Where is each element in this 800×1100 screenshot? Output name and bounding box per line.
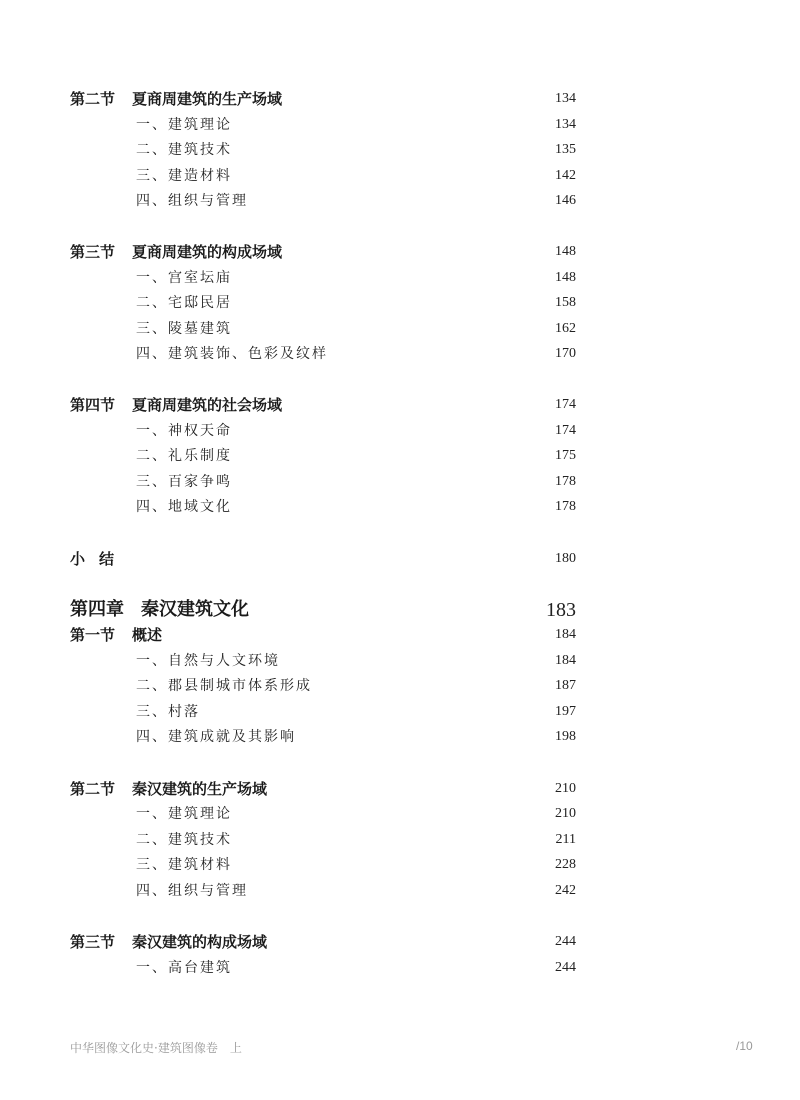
toc-page-number: 174 (555, 423, 576, 438)
toc-item (0, 138, 800, 162)
toc-page-number: 142 (555, 168, 576, 183)
toc-title: 一、高台建筑 (136, 960, 232, 976)
toc-label: 第三节 (70, 243, 116, 261)
toc-page-number: 175 (555, 448, 576, 463)
toc-title: 一、自然与人文环境 (136, 653, 280, 669)
toc-page-number: 184 (555, 627, 576, 642)
toc-title: 四、组织与管理 (136, 883, 248, 899)
toc-title: 一、建筑理论 (136, 117, 232, 133)
toc-section (0, 623, 800, 647)
toc-title: 一、宫室坛庙 (136, 270, 232, 286)
toc-item (0, 317, 800, 341)
toc-item (0, 853, 800, 877)
toc-page-number: 180 (555, 551, 576, 566)
toc-title: 二、建筑技术 (136, 142, 232, 158)
toc-item (0, 164, 800, 188)
toc-label: 第四节 (70, 396, 116, 414)
toc-title: 四、建筑成就及其影响 (136, 729, 296, 745)
toc-page-number: 178 (555, 499, 576, 514)
toc-label: 第二节 (70, 780, 116, 798)
toc-title: 三、百家争鸣 (136, 474, 232, 490)
toc-item (0, 291, 800, 315)
toc-page-number: 244 (555, 934, 576, 949)
toc-title: 四、建筑装饰、色彩及纹样 (136, 346, 328, 362)
toc-item (0, 700, 800, 724)
toc-item (0, 444, 800, 468)
toc-section (0, 930, 800, 954)
toc-title: 三、建造材料 (136, 168, 232, 184)
toc-section (0, 777, 800, 801)
toc-title: 秦汉建筑文化 (141, 599, 249, 620)
toc-page-number: 170 (555, 346, 576, 361)
toc-item (0, 879, 800, 903)
toc-title: 二、郡县制城市体系形成 (136, 678, 312, 694)
toc-item (0, 828, 800, 852)
toc-page-number: 210 (555, 806, 576, 821)
toc-section (0, 87, 800, 111)
toc-summary (0, 547, 800, 571)
toc-label: 第四章 (70, 599, 124, 620)
toc-page-number: 211 (555, 832, 576, 847)
toc-page-number: 197 (555, 704, 576, 719)
toc-title: 一、神权天命 (136, 423, 232, 439)
toc-item (0, 649, 800, 673)
toc-section (0, 393, 800, 417)
toc-page-number: 184 (555, 653, 576, 668)
toc-title: 秦汉建筑的生产场域 (132, 780, 268, 798)
toc-title: 一、建筑理论 (136, 806, 232, 822)
toc-page-number: 134 (555, 117, 576, 132)
toc-label: 第一节 (70, 626, 116, 644)
toc-title: 四、组织与管理 (136, 193, 248, 209)
toc-title: 二、建筑技术 (136, 832, 232, 848)
toc-title: 概述 (132, 626, 163, 644)
toc-page-number: 242 (555, 883, 576, 898)
toc-title: 夏商周建筑的社会场域 (132, 396, 283, 414)
toc-title: 夏商周建筑的生产场域 (132, 90, 283, 108)
toc-page-number: 134 (555, 91, 576, 106)
toc-title: 四、地域文化 (136, 499, 232, 515)
toc-page-number: 244 (555, 960, 576, 975)
toc-title: 二、宅邸民居 (136, 295, 232, 311)
toc-title: 夏商周建筑的构成场域 (132, 243, 283, 261)
toc-page-number: 210 (555, 781, 576, 796)
toc-page-number: 158 (555, 295, 576, 310)
toc-label: 小结 (70, 550, 129, 568)
toc-page-number: 148 (555, 270, 576, 285)
toc-item (0, 802, 800, 826)
toc-page-number: 148 (555, 244, 576, 259)
toc-title: 三、建筑材料 (136, 857, 232, 873)
toc-item (0, 495, 800, 519)
toc-label: 第三节 (70, 933, 116, 951)
toc-page-number: 187 (555, 678, 576, 693)
toc-page-number: 178 (555, 474, 576, 489)
toc-item (0, 189, 800, 213)
toc-title: 二、礼乐制度 (136, 448, 232, 464)
toc-page-number: 146 (555, 193, 576, 208)
toc-item (0, 266, 800, 290)
toc-page-number: 198 (555, 729, 576, 744)
footer-page-number: /10 (736, 1039, 753, 1053)
toc-item (0, 342, 800, 366)
toc-page-number: 135 (555, 142, 576, 157)
toc-title: 三、村落 (136, 704, 200, 720)
toc-section (0, 240, 800, 264)
toc-title: 三、陵墓建筑 (136, 321, 232, 337)
toc-item (0, 419, 800, 443)
toc-item (0, 956, 800, 980)
toc-chapter (0, 598, 800, 622)
toc-label: 第二节 (70, 90, 116, 108)
toc-page-number: 174 (555, 397, 576, 412)
toc-page-number: 183 (546, 599, 576, 621)
toc-item (0, 725, 800, 749)
toc-title: 秦汉建筑的构成场域 (132, 933, 268, 951)
toc-page-number: 228 (555, 857, 576, 872)
toc-item (0, 674, 800, 698)
toc-item (0, 113, 800, 137)
footer-book-title: 中华图像文化史·建筑图像卷 上 (70, 1041, 242, 1055)
toc-page-number: 162 (555, 321, 576, 336)
toc-item (0, 470, 800, 494)
